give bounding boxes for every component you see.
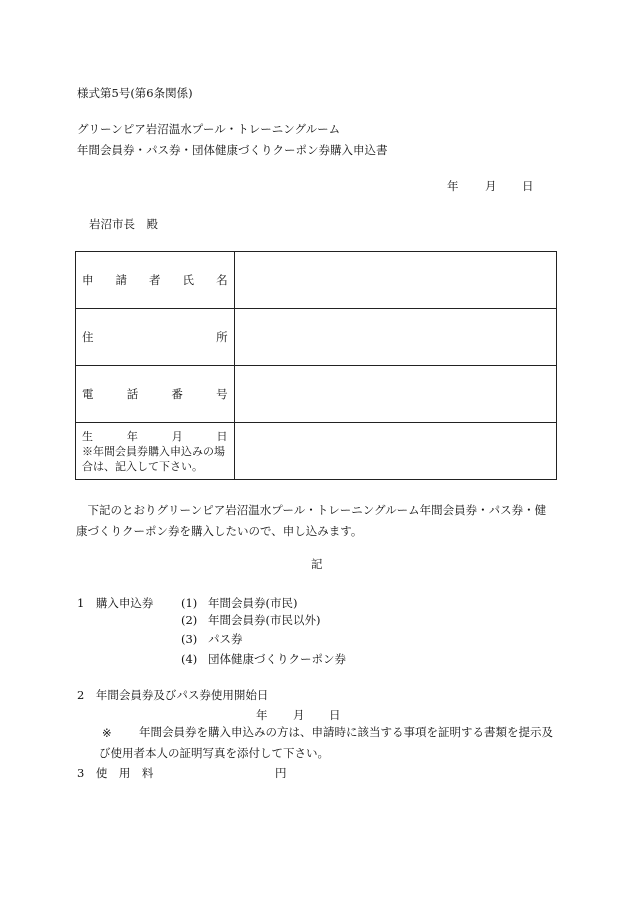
label-phone: 電 話 番 号 [76, 366, 235, 423]
start-date-month: 月 [293, 708, 305, 722]
start-date-year: 年 [256, 708, 268, 722]
address-field[interactable] [234, 309, 556, 366]
label-birth: 生 年 月 日 ※年間会員券購入申込みの場合は、記入して下さい。 [76, 423, 235, 480]
addressee: 岩沼市長 殿 [89, 217, 158, 231]
section2-note: 年間会員券を購入申込みの方は、申請時に該当する事項を証明する書類を提示及び使用者本人の証明写真を添付して下さい。 [99, 725, 553, 760]
birth-field[interactable] [234, 423, 556, 480]
label-address: 住 所 [76, 309, 235, 366]
option-1-text: 年間会員券(市民) [208, 596, 298, 610]
birth-note: ※年間会員券購入申込みの場合は、記入して下さい。 [82, 444, 225, 473]
ki-heading: 記 [311, 557, 323, 571]
option-2-text: 年間会員券(市民以外) [208, 613, 321, 627]
option-4-text: 団体健康づくりクーポン券 [208, 652, 346, 666]
title-line-1: グリーンピア岩沼温水プール・トレーニングルーム [77, 122, 341, 136]
start-date-day: 日 [329, 708, 341, 722]
phone-field[interactable] [234, 366, 556, 423]
option-1-num: (1) [181, 596, 198, 610]
option-2-num: (2) [181, 613, 198, 627]
option-4-num: (4) [181, 652, 198, 666]
form-number: 様式第5号(第6条関係) [77, 86, 193, 100]
applicant-table [75, 251, 557, 480]
applicant-name-field[interactable] [234, 252, 556, 309]
option-3-text: パス券 [208, 632, 243, 646]
date-month: 月 [485, 179, 497, 193]
option-3-num: (3) [181, 632, 198, 646]
note-mark: ※ [102, 726, 112, 740]
section3-label: 3 使 用 料 [77, 766, 154, 780]
intro-paragraph: 下記のとおりグリーンピア岩沼温水プール・トレーニングルーム年間会員券・パス券・健康づくりクーポン券を購入したいので、申し込みます。 [76, 503, 547, 538]
title-line-2: 年間会員券・パス券・団体健康づくりクーポン券購入申込書 [77, 143, 388, 157]
label-applicant-name: 申 請 者 氏 名 [76, 252, 235, 309]
section2-label: 2 年間会員券及びパス券使用開始日 [77, 688, 269, 702]
section1-label: 1 購入申込券 [77, 596, 154, 610]
date-day: 日 [522, 179, 534, 193]
fee-unit: 円 [275, 766, 287, 780]
date-year: 年 [447, 179, 459, 193]
